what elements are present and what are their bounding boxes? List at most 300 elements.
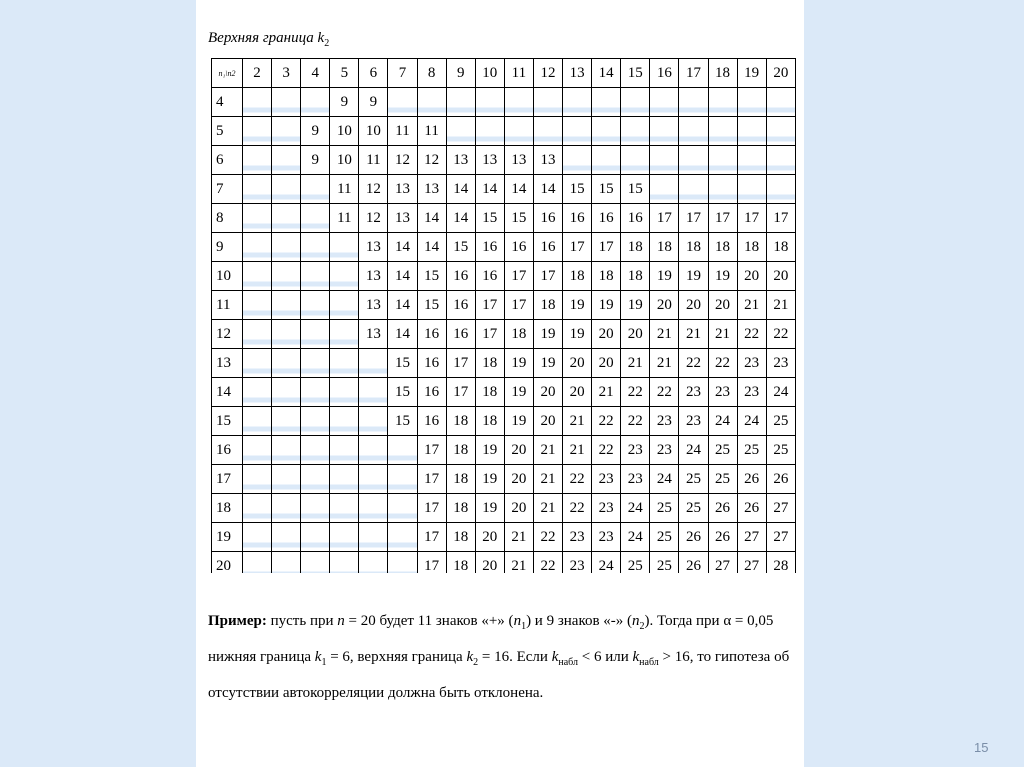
table-cell (243, 175, 272, 204)
table-cell: 14 (475, 175, 504, 204)
table-cell: 22 (592, 436, 621, 465)
table-cell: 17 (592, 233, 621, 262)
table-cell: 27 (708, 552, 737, 574)
table-cell: 26 (679, 523, 708, 552)
table-cell: 23 (621, 436, 650, 465)
table-header-row (212, 59, 796, 88)
table-cell: 16 (417, 349, 446, 378)
table-cell (446, 88, 475, 117)
table-cell: 21 (563, 436, 592, 465)
column-header: 16 (650, 59, 679, 88)
table-cell: 21 (533, 494, 562, 523)
table-cell: 24 (592, 552, 621, 574)
table-cell: 15 (388, 349, 417, 378)
table-cell: 18 (708, 233, 737, 262)
table-cell (359, 378, 388, 407)
table-cell (272, 233, 301, 262)
table-cell (243, 262, 272, 291)
table-cell (243, 436, 272, 465)
row-header: 16 (212, 436, 243, 465)
table-row (212, 233, 796, 262)
table-cell (301, 320, 330, 349)
var-n: n (337, 613, 345, 629)
table-cell: 18 (446, 552, 475, 574)
table-cell: 13 (359, 291, 388, 320)
table-cell: 18 (737, 233, 766, 262)
table-row (212, 320, 796, 349)
table-row (212, 436, 796, 465)
caption-text: Верхняя граница k (208, 30, 325, 46)
table-cell: 13 (475, 146, 504, 175)
var-n2-sub: 2 (639, 621, 645, 632)
var-k-nabl-sub: набл (558, 657, 578, 668)
table-cell: 10 (359, 117, 388, 146)
table-cell: 19 (563, 291, 592, 320)
table-cell: 22 (650, 378, 679, 407)
table-cell: 26 (708, 494, 737, 523)
table-cell (563, 117, 592, 146)
table-cell (272, 88, 301, 117)
table-cell (475, 117, 504, 146)
table-cell: 18 (621, 233, 650, 262)
column-header: 18 (708, 59, 737, 88)
table-cell: 20 (533, 407, 562, 436)
table-row (212, 494, 796, 523)
table-cell: 13 (446, 146, 475, 175)
table-cell: 14 (417, 233, 446, 262)
table-cell: 21 (504, 523, 533, 552)
column-header: 19 (737, 59, 766, 88)
table-cell: 12 (417, 146, 446, 175)
table-body (212, 88, 796, 574)
table-cell (243, 233, 272, 262)
table-cell: 11 (330, 204, 359, 233)
row-header: 8 (212, 204, 243, 233)
table-cell (766, 88, 795, 117)
table-cell: 23 (708, 378, 737, 407)
table-cell: 19 (533, 320, 562, 349)
table-cell (475, 88, 504, 117)
table-cell: 23 (592, 465, 621, 494)
table-cell (766, 146, 795, 175)
column-header: 8 (417, 59, 446, 88)
table-cell: 16 (475, 233, 504, 262)
table-cell (301, 378, 330, 407)
table-cell: 21 (621, 349, 650, 378)
table-cell: 15 (417, 262, 446, 291)
row-header: 14 (212, 378, 243, 407)
table-cell (359, 552, 388, 574)
table-cell: 19 (563, 320, 592, 349)
table-cell: 23 (563, 552, 592, 574)
table-cell: 17 (504, 291, 533, 320)
table-cell (301, 436, 330, 465)
row-header: 17 (212, 465, 243, 494)
table-cell: 17 (766, 204, 795, 233)
table-cell (766, 117, 795, 146)
table-cell (708, 88, 737, 117)
table-cell: 23 (563, 523, 592, 552)
table-cell: 25 (679, 494, 708, 523)
table-cell (272, 465, 301, 494)
table-cell (592, 146, 621, 175)
table-cell: 20 (563, 378, 592, 407)
table-cell (272, 117, 301, 146)
table-cell: 14 (388, 233, 417, 262)
example-text: = 6, верхняя граница (326, 649, 467, 665)
table-cell (301, 494, 330, 523)
table-cell: 20 (504, 436, 533, 465)
var-k-nabl: k (632, 649, 640, 665)
table-cell (592, 117, 621, 146)
table-cell: 27 (737, 523, 766, 552)
table-cell: 17 (417, 523, 446, 552)
table-cell (330, 291, 359, 320)
table-cell: 25 (650, 552, 679, 574)
table-cell (359, 523, 388, 552)
table-cell (330, 233, 359, 262)
table-cell: 25 (621, 552, 650, 574)
table-cell: 17 (417, 465, 446, 494)
table-cell: 9 (359, 88, 388, 117)
table-cell: 22 (766, 320, 795, 349)
table-cell: 13 (533, 146, 562, 175)
table-cell: 23 (650, 407, 679, 436)
table-cell: 21 (766, 291, 795, 320)
table-cell: 20 (533, 378, 562, 407)
table-cell (301, 88, 330, 117)
table-cell: 15 (417, 291, 446, 320)
column-header: 10 (475, 59, 504, 88)
table-cell: 15 (592, 175, 621, 204)
table-cell: 23 (766, 349, 795, 378)
table-cell (243, 291, 272, 320)
table-cell (679, 88, 708, 117)
table-cell: 12 (359, 175, 388, 204)
table-cell: 23 (737, 378, 766, 407)
table-cell (388, 88, 417, 117)
table-cell: 11 (359, 146, 388, 175)
var-n1-sub: 1 (521, 621, 527, 632)
row-header: 7 (212, 175, 243, 204)
table-cell: 19 (475, 494, 504, 523)
table-cell: 18 (563, 262, 592, 291)
table-cell: 18 (446, 523, 475, 552)
table-cell: 18 (504, 320, 533, 349)
table-cell: 18 (446, 407, 475, 436)
row-header: 13 (212, 349, 243, 378)
table-cell (330, 465, 359, 494)
table-cell: 16 (417, 378, 446, 407)
table-cell: 26 (679, 552, 708, 574)
table-cell: 16 (533, 233, 562, 262)
corner-header: n₁\n2 (212, 59, 243, 88)
table-cell: 20 (679, 291, 708, 320)
table-cell (650, 117, 679, 146)
table-cell (621, 146, 650, 175)
table-cell: 10 (330, 117, 359, 146)
table-cell (766, 175, 795, 204)
table-cell: 11 (330, 175, 359, 204)
table-row (212, 378, 796, 407)
table-cell (330, 262, 359, 291)
table-row (212, 204, 796, 233)
table-cell: 18 (679, 233, 708, 262)
row-header: 4 (212, 88, 243, 117)
table-cell: 17 (679, 204, 708, 233)
table-cell: 18 (650, 233, 679, 262)
table-cell: 22 (533, 552, 562, 574)
table-cell: 20 (475, 552, 504, 574)
table-cell: 21 (504, 552, 533, 574)
table-cell: 19 (533, 349, 562, 378)
table-cell (301, 407, 330, 436)
table-cell (301, 465, 330, 494)
table-cell: 23 (650, 436, 679, 465)
table-cell (301, 175, 330, 204)
table-cell (446, 117, 475, 146)
table-cell: 17 (475, 291, 504, 320)
table-cell (359, 465, 388, 494)
table-cell (243, 552, 272, 574)
table-cell: 17 (446, 378, 475, 407)
table-cell: 10 (330, 146, 359, 175)
table-cell: 17 (650, 204, 679, 233)
table-cell: 16 (475, 262, 504, 291)
column-header: 15 (621, 59, 650, 88)
table-cell: 13 (359, 320, 388, 349)
table-cell (388, 465, 417, 494)
column-header: 4 (301, 59, 330, 88)
table-cell: 23 (737, 349, 766, 378)
table-cell: 15 (475, 204, 504, 233)
table-cell (650, 175, 679, 204)
table-cell (563, 146, 592, 175)
table-cell: 18 (533, 291, 562, 320)
table-cell: 23 (592, 494, 621, 523)
table-row (212, 407, 796, 436)
table-cell (388, 494, 417, 523)
table-row (212, 552, 796, 574)
table-cell: 28 (766, 552, 795, 574)
table-cell: 18 (475, 378, 504, 407)
table-cell: 19 (679, 262, 708, 291)
table-cell: 24 (621, 523, 650, 552)
table-cell (330, 494, 359, 523)
table-cell: 20 (475, 523, 504, 552)
table-cell (621, 88, 650, 117)
table-cell: 24 (708, 407, 737, 436)
table-cell (243, 117, 272, 146)
table-cell: 26 (766, 465, 795, 494)
table-cell (243, 204, 272, 233)
example-text: ). Тогда при α = 0,05 нижняя граница (208, 613, 774, 665)
table-cell: 21 (533, 465, 562, 494)
table-cell: 13 (359, 262, 388, 291)
table-cell: 14 (504, 175, 533, 204)
var-k-nabl-sub: набл (639, 657, 659, 668)
table-cell: 19 (504, 407, 533, 436)
table-cell: 18 (592, 262, 621, 291)
table-cell (330, 523, 359, 552)
table-cell: 24 (679, 436, 708, 465)
table-cell: 24 (766, 378, 795, 407)
table-cell (272, 291, 301, 320)
table-cell: 22 (563, 494, 592, 523)
table-cell (563, 88, 592, 117)
column-header: 7 (388, 59, 417, 88)
table-row (212, 523, 796, 552)
table-cell: 21 (592, 378, 621, 407)
table-cell (708, 146, 737, 175)
table-cell (301, 262, 330, 291)
table-cell (243, 523, 272, 552)
table-cell: 23 (679, 407, 708, 436)
table-cell (330, 407, 359, 436)
row-header: 9 (212, 233, 243, 262)
table-row (212, 262, 796, 291)
table-cell: 14 (388, 262, 417, 291)
table-cell: 25 (766, 436, 795, 465)
column-header: 11 (504, 59, 533, 88)
table-cell (272, 175, 301, 204)
column-header: 3 (272, 59, 301, 88)
table-cell (650, 88, 679, 117)
table-cell: 20 (766, 262, 795, 291)
var-n1: n (513, 613, 522, 629)
slide-number: 15 (974, 740, 989, 755)
table-cell: 14 (388, 291, 417, 320)
table-cell (301, 349, 330, 378)
column-header: 6 (359, 59, 388, 88)
table-cell: 23 (621, 465, 650, 494)
table-cell: 18 (766, 233, 795, 262)
example-text: = 16. Если (478, 649, 552, 665)
table-cell: 26 (708, 523, 737, 552)
table-cell: 26 (737, 465, 766, 494)
table-cell: 14 (417, 204, 446, 233)
table-cell (330, 378, 359, 407)
table-cell (272, 552, 301, 574)
table-cell: 19 (650, 262, 679, 291)
table-row (212, 146, 796, 175)
table-cell: 23 (592, 523, 621, 552)
table-cell: 12 (359, 204, 388, 233)
table-cell: 15 (446, 233, 475, 262)
table-cell: 18 (475, 349, 504, 378)
table-cell (330, 320, 359, 349)
row-header: 10 (212, 262, 243, 291)
var-k2: k (466, 649, 474, 665)
table-cell: 20 (504, 465, 533, 494)
table-cell: 22 (621, 378, 650, 407)
table-cell: 27 (766, 494, 795, 523)
table-cell (679, 146, 708, 175)
table-cell: 17 (533, 262, 562, 291)
table-cell (679, 175, 708, 204)
var-k2-sub: 2 (473, 657, 479, 668)
column-header: 14 (592, 59, 621, 88)
row-header: 5 (212, 117, 243, 146)
table-cell: 22 (679, 349, 708, 378)
table-cell: 27 (766, 523, 795, 552)
table-cell: 17 (417, 436, 446, 465)
row-header: 18 (212, 494, 243, 523)
table-cell: 9 (301, 146, 330, 175)
table-caption (208, 30, 329, 49)
table-cell (330, 552, 359, 574)
table-cell (272, 523, 301, 552)
table-cell: 20 (592, 349, 621, 378)
table-cell: 25 (737, 436, 766, 465)
table-cell (243, 407, 272, 436)
table-cell (359, 436, 388, 465)
table-cell: 16 (563, 204, 592, 233)
upper-bound-table (211, 58, 796, 573)
table-cell: 20 (621, 320, 650, 349)
table-cell: 16 (621, 204, 650, 233)
table-cell: 19 (475, 436, 504, 465)
table-cell: 14 (446, 175, 475, 204)
table-cell: 16 (446, 320, 475, 349)
example-lead: Пример: (208, 613, 267, 629)
table-cell: 9 (330, 88, 359, 117)
row-header: 11 (212, 291, 243, 320)
table-cell: 13 (388, 175, 417, 204)
table-cell (650, 146, 679, 175)
table-cell: 16 (417, 320, 446, 349)
table-cell: 27 (737, 552, 766, 574)
table-cell: 18 (446, 436, 475, 465)
table-cell: 19 (504, 378, 533, 407)
table-cell: 16 (417, 407, 446, 436)
table-row (212, 175, 796, 204)
table-cell: 20 (563, 349, 592, 378)
table-cell: 17 (504, 262, 533, 291)
table-cell (330, 349, 359, 378)
table-cell: 19 (592, 291, 621, 320)
table-cell (243, 320, 272, 349)
table-cell: 18 (475, 407, 504, 436)
table-cell (737, 175, 766, 204)
row-header: 6 (212, 146, 243, 175)
row-header: 12 (212, 320, 243, 349)
table-cell: 18 (621, 262, 650, 291)
table-cell: 17 (563, 233, 592, 262)
table-cell: 20 (737, 262, 766, 291)
caption-subscript: 2 (324, 38, 330, 49)
example-text: ) и 9 знаков «-» ( (526, 613, 633, 629)
table-cell: 13 (504, 146, 533, 175)
table-cell (533, 117, 562, 146)
table-cell: 21 (563, 407, 592, 436)
table-cell: 13 (388, 204, 417, 233)
table-cell (301, 204, 330, 233)
table-cell: 16 (446, 262, 475, 291)
table-cell: 21 (650, 349, 679, 378)
table-cell: 15 (504, 204, 533, 233)
table-cell (708, 175, 737, 204)
table-cell (708, 117, 737, 146)
column-header: 5 (330, 59, 359, 88)
var-k1-sub: 1 (321, 657, 327, 668)
table-cell (504, 117, 533, 146)
table-cell (737, 117, 766, 146)
table-cell: 22 (708, 349, 737, 378)
example-text: < 6 или (577, 649, 633, 665)
table-cell (621, 117, 650, 146)
table-cell: 15 (388, 378, 417, 407)
